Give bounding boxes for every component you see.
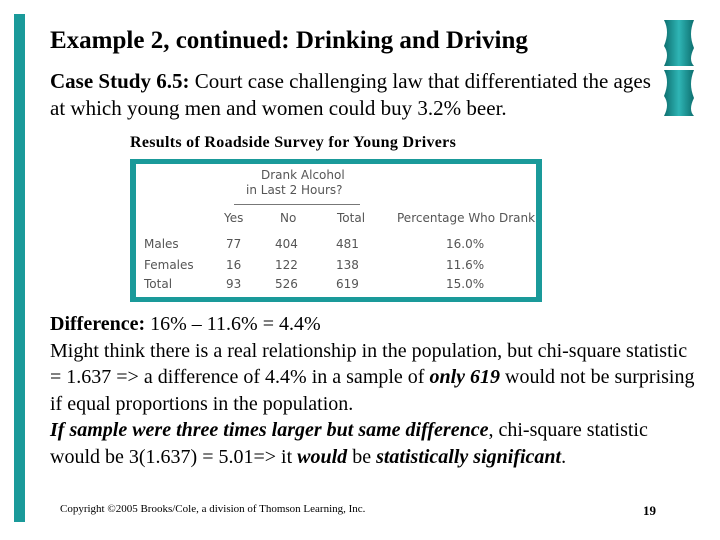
survey-table [136,164,536,297]
col-header-total: Total [337,211,366,225]
paragraph-2-emphasis-2: would [297,445,348,468]
cell-pct: 15.0% [446,277,485,291]
paragraph-2-emphasis-3: statistically significant [376,445,562,468]
decorative-ribbon-icon [660,18,698,118]
slide-accent-bar [14,14,25,522]
paragraph-1-text-a: Might think there is a real relationship in the population, but chi-square statistic = 1.637 => a difference of 4.4% in a sample of [50,339,688,388]
case-study-text: Court case challenging law that differentiated the ages at which young men and women could buy 3.2% beer. [50,69,651,120]
case-study-intro [50,68,660,122]
row-label: Females [144,258,194,272]
row-label: Males [144,237,179,251]
col-header-no: No [280,211,297,225]
paragraph-1-text-b: would not be surprising if equal proportions in the population. [50,366,695,415]
paragraph-2-text-a: , chi-square statistic would be 3(1.637) = 5.01=> it [50,419,648,468]
slide-title: Example 2, continued: Drinking and Driving [50,27,528,54]
copyright-footer: Copyright ©2005 Brooks/Cole, a division of Thomson Learning, Inc. [60,503,366,515]
paragraph-1 [50,338,700,418]
difference-label: Difference: [50,313,146,335]
difference-line [50,311,700,338]
col-header-percentage: Percentage Who Drank [397,211,536,225]
case-study-label: Case Study 6.5: [50,69,190,93]
cell-no: 526 [275,277,298,291]
cell-pct: 16.0% [446,237,485,251]
group-header-line1: Drank Alcohol [261,168,345,182]
slide-body [50,311,700,470]
cell-yes: 93 [226,277,242,291]
cell-total: 619 [336,277,359,291]
paragraph-2 [50,417,700,470]
cell-no: 404 [275,237,298,251]
cell-yes: 77 [226,237,242,251]
cell-yes: 16 [226,258,242,272]
group-header-line2: in Last 2 Hours? [246,183,343,197]
table-caption: Results of Roadside Survey for Young Drivers [130,134,457,151]
cell-no: 122 [275,258,298,272]
survey-table-frame [130,159,542,302]
difference-value: 16% – 11.6% = 4.4% [145,313,321,335]
cell-pct: 11.6% [446,258,485,272]
row-label: Total [144,277,173,291]
paragraph-1-emphasis: only 619 [429,366,501,388]
paragraph-2-text-c: . [561,445,567,468]
col-header-yes: Yes [224,211,244,225]
cell-total: 138 [336,258,359,272]
page-number: 19 [643,503,656,518]
group-header-rule [234,204,360,205]
paragraph-2-emphasis: If sample were three times larger but same difference [50,419,489,441]
paragraph-2-text-b: be [347,445,377,468]
cell-total: 481 [336,237,359,251]
